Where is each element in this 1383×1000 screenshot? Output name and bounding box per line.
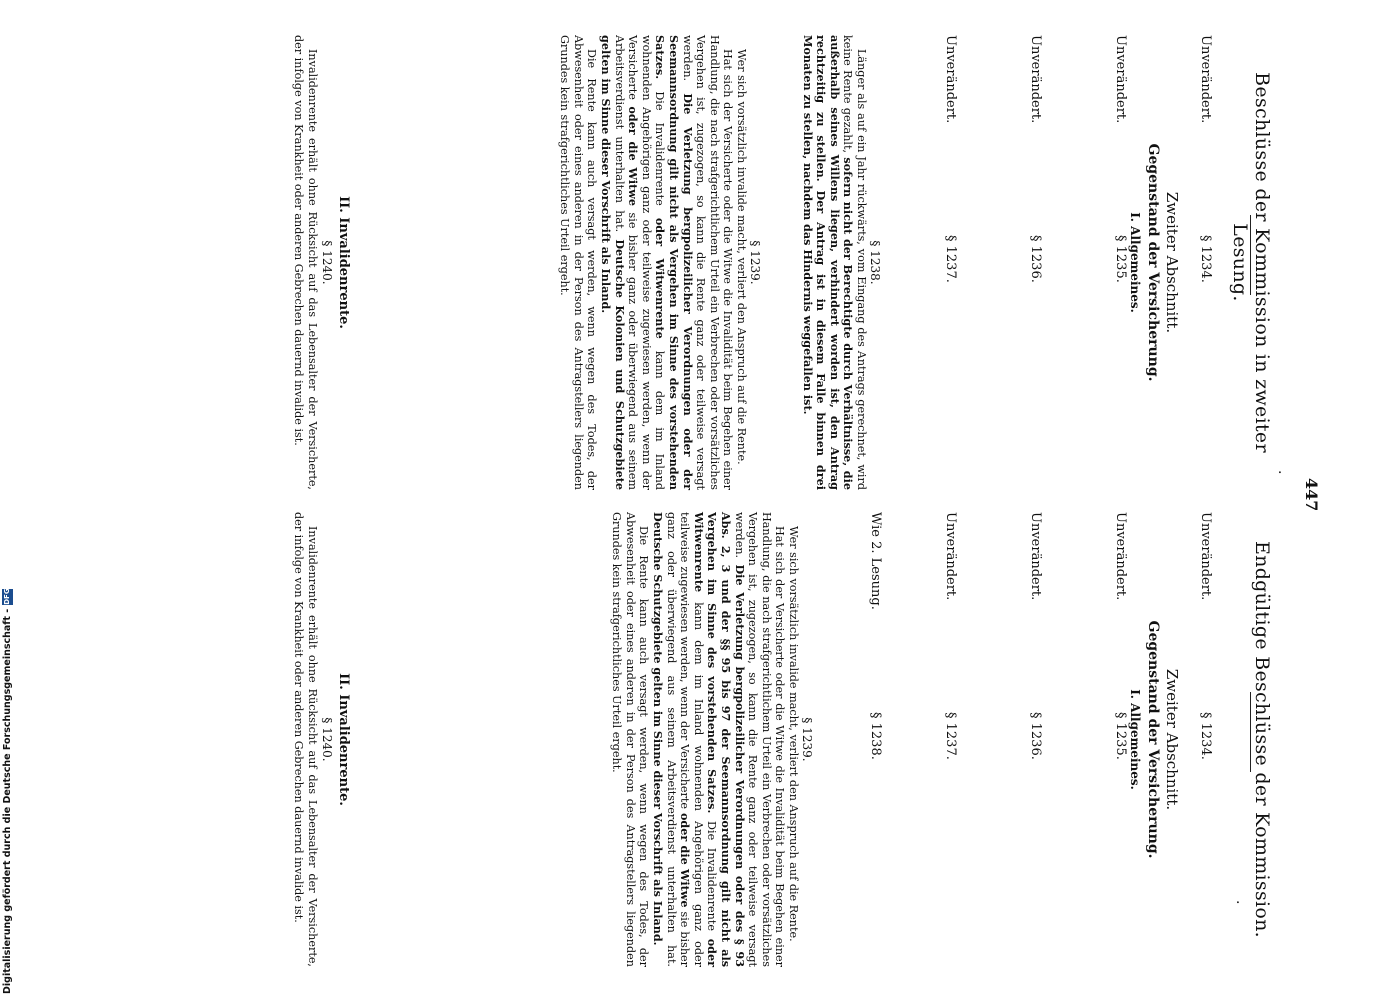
entry-label: Unverändert.	[943, 512, 958, 601]
paragraph-text: Invalidenrente erhält ohne Rücksicht auf das Lebensalter der Versicherte, der infolge von Krankheit oder anderen Gebrechen dauernd invalide ist.	[292, 512, 319, 967]
digitization-footer	[0, 0, 14, 994]
paragraph-text: Invalidenrente erhält ohne Rücksicht auf das Lebensalter der Versicherte, der infolge von Krankheit oder anderen Gebrechen dauernd invalide ist.	[292, 35, 319, 490]
subsection-subtitle: Gegenstand der Versicherung.	[1145, 620, 1161, 859]
section-1240-text	[292, 512, 319, 967]
paragraph-1	[734, 35, 748, 490]
column-heading: Beschlüsse der Kommission in zweiter Lesung.	[1229, 72, 1273, 453]
footer-text-row	[0, 0, 14, 994]
print-mark: ·	[1271, 470, 1287, 475]
section-number: § 1236.	[1028, 712, 1043, 760]
part-2-heading: II. Invalidenrente.	[336, 196, 351, 329]
text-normal: sie bisher ganz oder überwiegend aus seinem Arbeitsverdienst unterhalten hat.	[664, 512, 692, 967]
text-normal: Länger als auf ein Jahr rückwärts, vom Eingang des Antrags gerechnet, wird keine Rente gezahlt,	[841, 35, 868, 490]
text-normal: Hat sich der Versicherte oder die Witwe die Invalidität beim Begehen einer Handlung, die nach strafgerichtlichem Urteil ein Verbrechen oder vorsätzliches Vergehen ist, zugezogen, so kann die Rente ganz oder teilweise versagt werden.	[732, 512, 787, 967]
divider-rule	[1250, 215, 1251, 295]
section-number: § 1235.	[1113, 235, 1128, 283]
section-1239-text	[558, 35, 748, 490]
text-normal: kann dem im Inland wohnenden Angehörigen ganz oder teilweise zugewiesen werden, wenn der Versicherte	[626, 35, 667, 491]
section-1239-heading: § 1239.	[800, 717, 814, 762]
text-amendment: Deutsche Schutzgebiete gelten im Sinne dieser Vorschrift als Inland.	[651, 512, 666, 946]
section-1239-heading: § 1239.	[748, 240, 762, 285]
entry-label: Unverändert.	[1028, 35, 1043, 124]
part-heading: I. Allgemeines.	[1128, 689, 1142, 790]
section-number: § 1236.	[1028, 235, 1043, 283]
section-1239-text	[610, 512, 800, 967]
section-number: § 1237.	[943, 235, 958, 283]
section-number: § 1237.	[943, 712, 958, 760]
text-normal: Hat sich der Versicherte oder die Witwe die Invalidität beim Begehen einer Handlung, die nach strafgerichtlichem Urteil ein Verbrechen oder vorsätzliches Vergehen ist, zugezogen, so kann die Rente ganz oder teilweise versagt werden.	[680, 35, 735, 490]
entry-label: Unverändert.	[1198, 512, 1213, 601]
section-number: § 1234.	[1198, 712, 1213, 760]
section-1240-heading: § 1240.	[320, 717, 334, 762]
text-amendment: oder Witwenrente	[653, 217, 668, 339]
paragraph-2	[650, 512, 786, 967]
paragraph-3	[558, 35, 599, 490]
paragraph-3	[610, 512, 651, 967]
print-mark: ·	[1229, 900, 1245, 905]
text-amendment: oder die Witwe	[626, 106, 641, 207]
paragraph-text: Die Rente kann auch versagt werden, wenn wegen des Todes, der Abwesenheit oder eines anderen in der Person des Antragstellers liegenden Grundes kein strafgerichtliches Urteil ergeht.	[610, 512, 651, 967]
section-1240-heading: § 1240.	[320, 240, 334, 285]
section-1238-text	[800, 35, 868, 490]
part-2-heading: II. Invalidenrente.	[336, 673, 351, 806]
paragraph-1	[786, 512, 800, 967]
text-normal: Die Invalidenrente	[653, 79, 667, 218]
divider-rule	[1250, 692, 1251, 772]
text-amendment: Die Verletzung bergpolizeilicher Verordnungen oder des § 93 Abs. 2, 3 und der §§ 95 bis 97 der Seemannsordnung gilt nicht als Vergehen im Sinne des vorstehenden Satzes.	[705, 512, 747, 967]
section-1238-heading: § 1238.	[868, 240, 882, 285]
entry-label: Unverändert.	[1113, 512, 1128, 601]
text-normal: Die Invalidenrente	[705, 813, 719, 939]
entry-label: Unverändert.	[1028, 512, 1043, 601]
part-heading: I. Allgemeines.	[1128, 212, 1142, 313]
text-normal: sie bisher ganz oder überwiegend aus seinem Arbeitsverdienst unterhalten hat.	[612, 35, 640, 490]
entry-label: Unverändert.	[943, 35, 958, 124]
section-number: § 1235.	[1113, 712, 1128, 760]
text-amendment: Deutsche Kolonien und Schutzgebiete gelten im Sinne dieser Vorschrift als Inland.	[599, 35, 627, 490]
subsection-title: Zweiter Abschnitt.	[1163, 191, 1181, 334]
subsection-subtitle: Gegenstand der Versicherung.	[1145, 143, 1161, 382]
paragraph-text: Wer sich vorsätzlich invalide macht, verliert den Anspruch auf die Rente.	[787, 526, 800, 942]
text-amendment: sofern nicht der Berechtigte durch Verhältnisse, die außerhalb seines Willens liegen, verhindert worden ist, den Antrag rechtzeitig zu stellen. Der Antrag ist in diesem Falle binnen drei Monaten zu stellen, nachdem das Hindernis weggefallen ist.	[800, 35, 856, 490]
section-number: § 1234.	[1198, 235, 1213, 283]
dfg-logo: DFG	[2, 588, 11, 605]
entry-label: Unverändert.	[1113, 35, 1128, 124]
subsection-title: Zweiter Abschnitt.	[1163, 668, 1181, 811]
paragraph-text: Die Rente kann auch versagt werden, wenn wegen des Todes, der Abwesenheit oder eines anderen in der Person des Antragstellers liegenden Grundes kein strafgerichtliches Urteil ergeht.	[558, 35, 599, 490]
text-amendment: oder Witwenrente	[691, 512, 720, 967]
text-amendment: Die Verletzung bergpolizeilicher Verordnungen oder der Seemannsordnung gilt nicht als Vergehen im Sinne des vorstehenden Satzes.	[653, 35, 695, 490]
entry-label: Unverändert.	[1198, 35, 1213, 124]
footer-credit: Digitalisierung gefördert durch die Deutsche Forschungsgemeinschaft -	[1, 608, 13, 994]
column-heading: Endgültige Beschlüsse der Kommission.	[1251, 541, 1273, 938]
section-1240-text	[292, 35, 319, 490]
paragraph-text: Wer sich vorsätzlich invalide macht, verliert den Anspruch auf die Rente.	[735, 49, 748, 465]
paragraph-2	[598, 35, 734, 490]
page-number: 447	[1302, 478, 1321, 512]
text-amendment: oder die Witwe	[678, 812, 693, 908]
section-number: § 1238.	[868, 712, 883, 760]
text-normal: kann dem im Inland wohnenden Angehörigen ganz oder teilweise zugewiesen werden, wenn der Versicherte	[678, 512, 705, 967]
entry-label: Wie 2. Lesung.	[868, 512, 883, 610]
